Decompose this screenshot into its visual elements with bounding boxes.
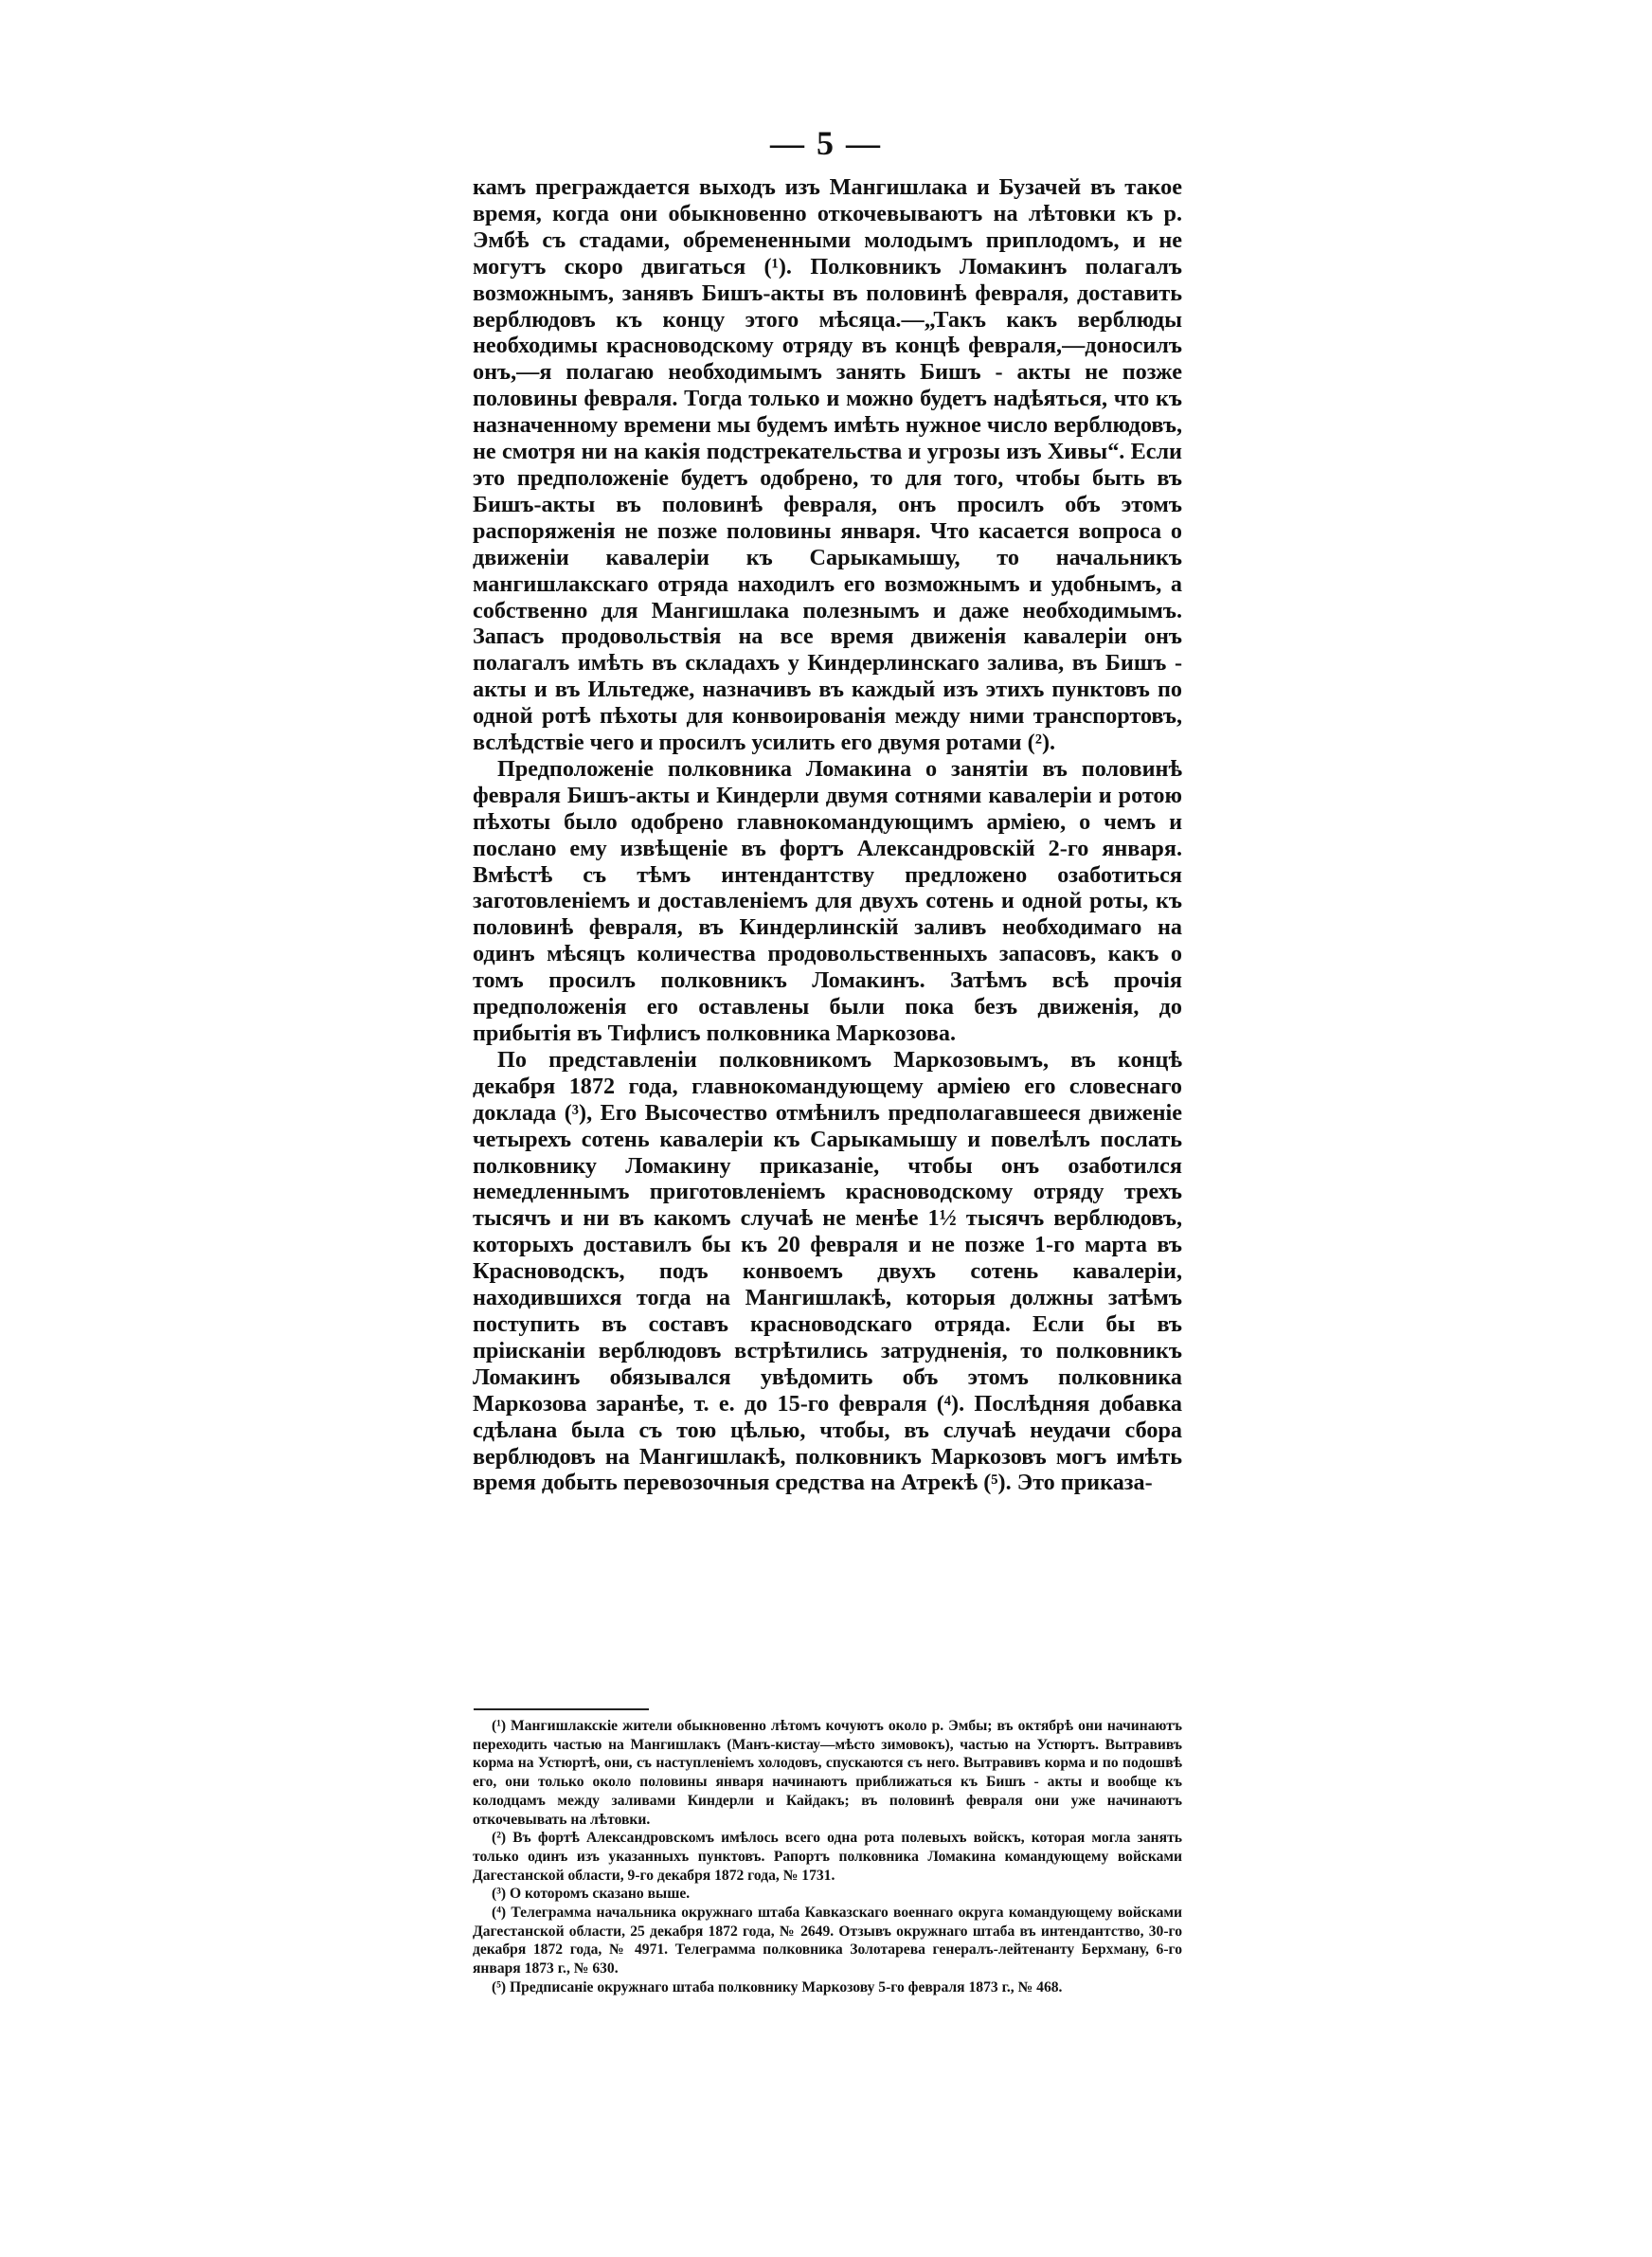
footnote-3: (³) О которомъ сказано выше. <box>492 1886 691 1903</box>
body-paragraph-1: камъ преграждается выходъ изъ Мангишлака и Бузачей въ такое время, когда они обыкновенно откочевываютъ на лѣтовки къ р. Эмбѣ съ стадами, обремененными молодымъ приплодомъ, и не могутъ скоро двигаться (¹). Полковникъ Ломакинъ полагалъ возможнымъ, занявъ Бишъ-акты въ половинѣ февраля, доставить верблюдовъ къ концу этого мѣсяца.—„Такъ какъ верблюды необходимы красноводскому отряду въ концѣ февраля,—доносилъ онъ,—я полагаю необходимымъ занять Бишъ - акты не позже половины февраля. Тогда только и можно будетъ надѣяться, что къ назначенному времени мы будемъ имѣть нужное число верблюдовъ, не смотря ни на какія подстрекательства и угрозы изъ Хивы“. Если это предположеніе будетъ одобрено, то для того, чтобы быть въ Бишъ-акты въ половинѣ февраля, онъ просилъ объ этомъ распоряженія не позже половины января. Что касается вопроса о движеніи кавалеріи къ Сарыкамышу, то начальникъ мангишлакскаго отряда находилъ его возможнымъ и удобнымъ, а собственно для Мангишлака полезнымъ и даже необходимымъ. Запасъ продовольствія на все время движенія кавалеріи онъ полагалъ имѣть въ складахъ у Киндерлинскаго залива, въ Бишъ - акты и въ Ильтедже, назначивъ въ каждый изъ этихъ пунктовъ по одной ротѣ пѣхоты для конвоированія между ними транспортовъ, вслѣдствіе чего и просилъ усилить его двумя ротами (²). <box>473 174 1182 756</box>
footnote-2: (²) Въ фортѣ Александровскомъ имѣлось всего одна рота полевыхъ войскъ, которая могла занять только одинъ изъ указанныхъ пунктовъ. Рапортъ полковника Ломакина командующему войсками Дагестанской области, 9-го декабря 1872 года, № 1731. <box>473 1830 1182 1884</box>
main-text-column <box>473 174 1182 1496</box>
footnote-1: (¹) Мангишлакскіе жители обыкновенно лѣтомъ кочуютъ около р. Эмбы; въ октябрѣ они начинаютъ переходить частью на Мангишлакъ (Манъ-кистау—мѣсто зимовокъ), частью на Устюртъ. Вытравивъ корма на Устюртѣ, они, съ наступленіемъ холодовъ, спускаются съ него. Вытравивъ корма и по подошвѣ его, они только около половины января начинаютъ приближаться къ Бишъ - акты и вообще къ колодцамъ между заливами Киндерли и Кайдакъ; въ половинѣ февраля они уже начинаютъ откочевывать на лѣтовки. <box>473 1718 1182 1828</box>
page-number: — 5 — <box>770 124 882 162</box>
footnote-4: (⁴) Телеграмма начальника окружнаго штаба Кавказскаго военнаго округа командующему войсками Дагестанской области, 25 декабря 1872 года, № 2649. Отзывъ окружнаго штаба въ интендантство, 30-го декабря 1872 года, № 4971. Телеграмма полковника Золотарева генералъ-лейтенанту Берхману, 6-го января 1873 г., № 630. <box>473 1905 1182 1977</box>
body-paragraph-2: Предположеніе полковника Ломакина о занятіи въ половинѣ февраля Бишъ-акты и Киндерли двумя сотнями кавалеріи и ротою пѣхоты было одобрено главнокомандующимъ арміею, о чемъ и послано ему извѣщеніе въ фортъ Александровскій 2-го января. Вмѣстѣ съ тѣмъ интендантству предложено озаботиться заготовленіемъ и доставленіемъ для двухъ сотень и одной роты, къ половинѣ февраля, въ Киндерлинскій заливъ необходимаго на одинъ мѣсяцъ количества продовольственныхъ запасовъ, какъ о томъ просилъ полковникъ Ломакинъ. Затѣмъ всѣ прочія предположенія его оставлены были пока безъ движенія, до прибытія въ Тифлисъ полковника Маркозова. <box>473 755 1182 1046</box>
footnote-divider <box>474 1708 649 1710</box>
footnote-5: (⁵) Предписаніе окружнаго штаба полковнику Маркозову 5-го февраля 1873 г., № 468. <box>492 1978 1063 1995</box>
body-paragraph-3: По представленіи полковникомъ Маркозовымъ, въ концѣ декабря 1872 года, главнокомандующему арміею его словеснаго доклада (³), Его Высочество отмѣнилъ предполагавшееся движеніе четырехъ сотень кавалеріи къ Сарыкамышу и повелѣлъ послать полковнику Ломакину приказаніе, чтобы онъ озаботился немедленнымъ приготовленіемъ красноводскому отряду трехъ тысячъ и ни въ какомъ случаѣ не менѣе 1½ тысячъ верблюдовъ, которыхъ доставилъ бы къ 20 февраля и не позже 1-го марта въ Красноводскъ, подъ конвоемъ двухъ сотень кавалеріи, находившихся тогда на Мангишлакѣ, которыя должны затѣмъ поступить въ составъ красноводскаго отряда. Если бы въ пріисканіи верблюдовъ встрѣтились затрудненія, то полковникъ Ломакинъ обязывался увѣдомить объ этомъ полковника Маркозова заранѣе, т. е. до 15-го февраля (⁴). Послѣдняя добавка сдѣлана была съ тою цѣлью, чтобы, въ случаѣ неудачи сбора верблюдовъ на Мангишлакѣ, полковникъ Маркозовъ могъ имѣть время добыть перевозочныя средства на Атрекѣ (⁵). Это приказа- <box>473 1046 1182 1496</box>
footnotes-section <box>473 1717 1182 1997</box>
